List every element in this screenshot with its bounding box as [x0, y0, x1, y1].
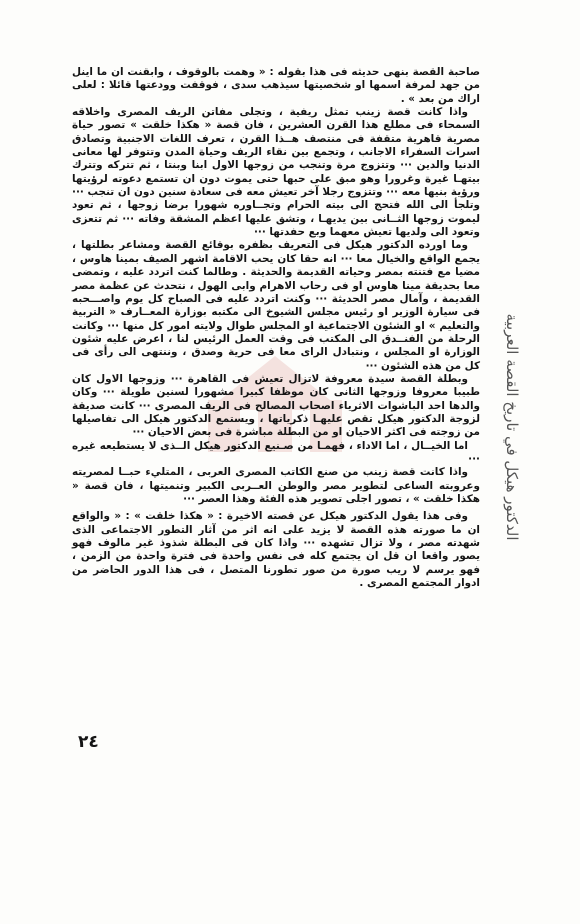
- paragraph: وفى هذا يقول الدكتور هيكل عن قصته الاخيرة : « هكذا خلقت » : « والواقع ان ما صورته هذه القصة لا يزيد على انه اثر من آثار التطور الاجتماعى الذى شهدته مصر ، ولا تزال تشهده ··· واذا كان فى البطلة شذوذ غير مالوف فهو يصور واقعا ان قل ان يجتمع كله فى نفس واحدة فى فترة واحدة من الزمن ، فهو يرسم لا ريب صورة من صور تطورنا المتصل ، فى هذا الدور الحاضر من ادوار المجتمع المصرى .: [72, 510, 480, 590]
- paragraph: صاحبة القصة بنهى حديثه فى هذا بقوله : « وهمت بالوقوف ، وابقنت ان ما اينل من جهد لمرفة اسمها او شخصيتها سيذهب سدى ، فوقفت وودعتها قائلا : لعلى اراك من بعد » .: [72, 66, 480, 105]
- page-number: ٢٤: [78, 732, 99, 752]
- text-column: [72, 66, 480, 590]
- running-header-text: الدكتور هيكل في تاريخ القصة العربية: [503, 313, 521, 541]
- paragraph: وما اورده الدكتور هيكل فى التعريف بظفره بوقائع القصة ومشاعر بطلتها ، يجمع الواقع والخيال معا ··· انه حقا كان يحب الاقامة اشهر الصيف بمينا هاوس ، مضيا مع فتنته بمصر وحياته القديمة والحديثة . وطالما كنت اتردد عليه ، وتمضى معا بحديقة مينا هاوس او فى رحاب الاهرام وابى الهول ، نتحدث عن عظمة مصر القديمة ، وآمال مصر الحديثة ··· وكنت اتردد عليه فى الصباح كل يوم واصـــحبه فى سيارة الوزير او رئيس مجلس الشيوخ الى مكتبه بوزارة المعــارف « التربية والتعليم » او الشئون الاجتماعية او المجلس طوال ولايته امور كل منها ··· وكانت الرحلة من الفنــدق الى المكتب فى وقت العمل الرئيس لنا ، اعرض عليه شئون الوزارة او المجلس ، ونتبادل الراى معا فى حرية وصدق ، وننتهى الى رأى فى كل من هذه الشئون ···: [72, 239, 480, 372]
- running-header: [495, 255, 529, 600]
- paragraph: اما الخيــال ، اما الاداء ، فهمـا من صـنيع الدكتور هيكل الــذى لا يستطيعه غيره ···: [72, 439, 480, 465]
- paragraph: وبطلة القصة سيدة معروفة لاتزال تعيش فى القاهرة ··· وزوجها الاول كان طبيبا معروفا وزوجها الثانى كان موظفا كبيرا مشهورا لسنين طويلة ··· وكان والدها احد الباشوات الاثرياء اصحاب المصالح فى الريف المصرى ··· كانت صديقة لزوجة الدكتور هيكل تقص عليهـا ذكرياتها ، ويستمع الدكتور هيكل الى تفاصيلها من زوجته فى اكثر الاحيان او من البطلة مباشرة فى بعض الاحيان ···: [72, 372, 480, 439]
- paragraph: واذا كانت قصة زينب تمثل ريفية ، وتجلى مفاتن الريف المصرى واخلاقه السمحاء فى مطلع هذا القرن العشرين ، فان قصة « هكذا خلقت » تصور حياة مصرية قاهرية متقفة فى منتصف هــذا القرن ، تعرف اللغات الاجنبية وتصادق اسرات السفراء الاجانب ، وتجمع بين نقاء الريف وحياة المدن وتتوفر لها معانى الدنيا والدين ··· وتتزوج مرة وتنجب من زوجها الاول ابنا وبنتا ، ثم تتركه وتترك بيتهـا غيرة وغرورا وهو مبق على حبها حتى يموت دون ان تستمع دعوته لرؤيتها ورؤية بنيها معه ··· وتتزوج رجلا آخر تعيش معه فى سعادة سنين دون ان تنجب ··· وتلجأ الى الله فتحج الى بيته الحرام وتجــاوره شهورا برضا زوجها ، ثم تعود ليموت زوجها الثــانى بين يديهـا ، وتشق عليها اعظم المشقة وفاته ··· ثم تتعزى وتعود الى ولديها تعيش معهما وبع حفدتها ···: [72, 106, 480, 239]
- paragraph: واذا كانت قصة زينب من صنع الكاتب المصرى العربى ، المتليء حبــا لمصريته وعروبته الساعى لتطوير مصر والوطن العــربى الكبير وتنميتها ، فان قصة « هكذا خلقت » ، تصور اجلى تصوير هذه الفئة وهذا العصر ···: [72, 466, 480, 505]
